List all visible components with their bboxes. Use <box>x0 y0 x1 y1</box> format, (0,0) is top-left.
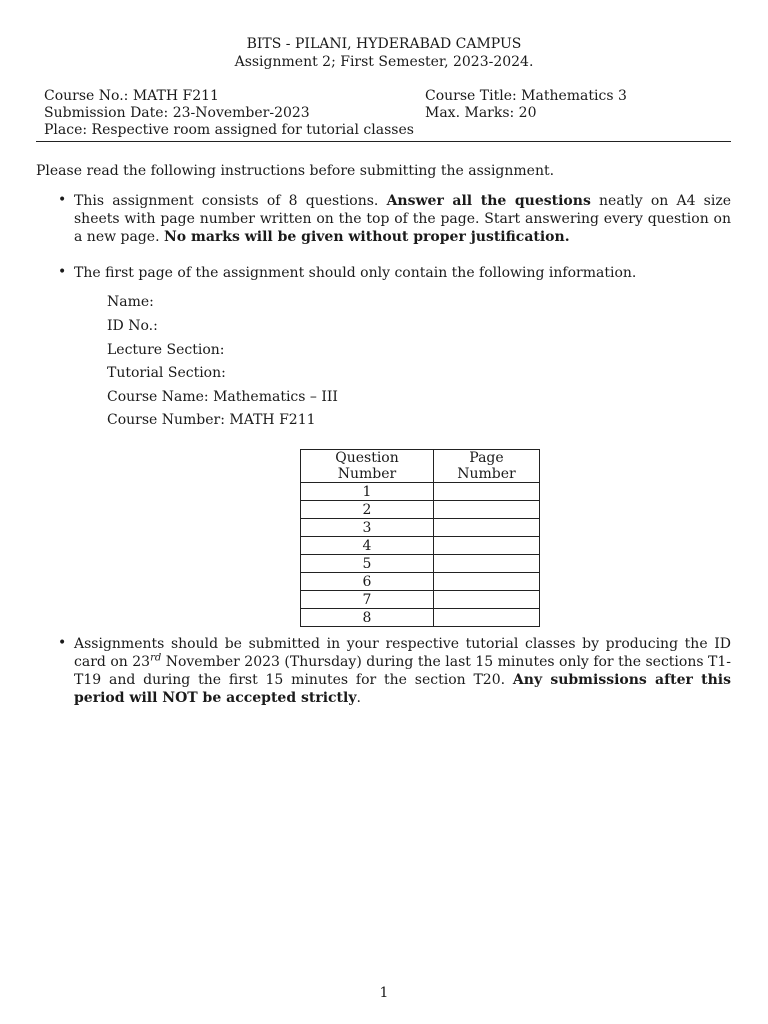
place: Place: Respective room assigned for tutorial classes <box>44 122 414 138</box>
table-row <box>301 483 540 501</box>
field-name: Name: <box>107 294 154 310</box>
page-number-cell <box>434 537 540 555</box>
bullet-3-superscript: rd <box>150 652 162 664</box>
question-number-cell: 4 <box>301 537 434 555</box>
table-row <box>301 609 540 627</box>
table-header-page: Page Number <box>434 450 540 483</box>
page-number-cell <box>434 555 540 573</box>
question-number-cell: 6 <box>301 573 434 591</box>
intro-text: Please read the following instructions before submitting the assignment. <box>36 163 555 179</box>
page-number-cell <box>434 573 540 591</box>
table-header-question: Question Number <box>301 450 434 483</box>
bullet-2-text: The first page of the assignment should only contain the following information. <box>74 265 637 281</box>
question-number-cell: 8 <box>301 609 434 627</box>
bullet-2-marker: • <box>58 264 67 280</box>
header-divider <box>36 141 731 142</box>
submission-date: Submission Date: 23-November-2023 <box>44 105 310 121</box>
table-row <box>301 591 540 609</box>
table-row <box>301 501 540 519</box>
max-marks: Max. Marks: 20 <box>425 105 537 121</box>
question-number-cell: 7 <box>301 591 434 609</box>
question-number-cell: 1 <box>301 483 434 501</box>
table-row <box>301 537 540 555</box>
question-number-cell: 2 <box>301 501 434 519</box>
page-number: 1 <box>379 985 389 1001</box>
bullet-1-part2: neatly on A4 size sheets with page number written on the top of the page. Start answering every question on a new page. <box>74 193 732 245</box>
table-row <box>301 555 540 573</box>
page-number-cell <box>434 501 540 519</box>
bullet-3-text <box>74 635 731 707</box>
page-number-cell <box>434 609 540 627</box>
bullet-1-part1: This assignment consists of 8 questions. <box>74 193 387 209</box>
bullet-3-part2: November 2023 (Thursday) during the last 15 minutes only for the sections T1-T19 and during the first 15 minutes for the section T20. <box>74 654 731 688</box>
page-number-cell <box>434 519 540 537</box>
bullet-1-bold2: No marks will be given without proper justification. <box>164 229 570 245</box>
institution-heading: BITS - PILANI, HYDERABAD CAMPUS <box>246 36 522 52</box>
question-number-cell: 5 <box>301 555 434 573</box>
course-title: Course Title: Mathematics 3 <box>425 88 627 104</box>
bullet-3-end: . <box>356 690 361 706</box>
bullet-1-text <box>74 192 731 246</box>
table-header-row <box>301 450 540 483</box>
field-tutorial-section: Tutorial Section: <box>107 365 226 381</box>
field-id: ID No.: <box>107 318 158 334</box>
field-lecture-section: Lecture Section: <box>107 342 225 358</box>
page-number-cell <box>434 591 540 609</box>
bullet-1-bold1: Answer all the questions <box>386 193 591 209</box>
bullet-3-marker: • <box>58 635 67 651</box>
field-course-number: Course Number: MATH F211 <box>107 412 316 428</box>
field-course-name: Course Name: Mathematics – III <box>107 389 338 405</box>
bullet-3-part1: Assignments should be submitted in your respective tutorial classes by producing the ID card on 23 <box>74 636 731 670</box>
bullet-1-marker: • <box>58 192 67 208</box>
assignment-subtitle: Assignment 2; First Semester, 2023-2024. <box>234 54 534 70</box>
question-page-table <box>300 449 540 627</box>
question-number-cell: 3 <box>301 519 434 537</box>
bullet-3-bold: Any submissions after this period will NOT be accepted strictly <box>74 672 731 706</box>
course-number: Course No.: MATH F211 <box>44 88 219 104</box>
page-number-cell <box>434 483 540 501</box>
table-row <box>301 519 540 537</box>
table-row <box>301 573 540 591</box>
